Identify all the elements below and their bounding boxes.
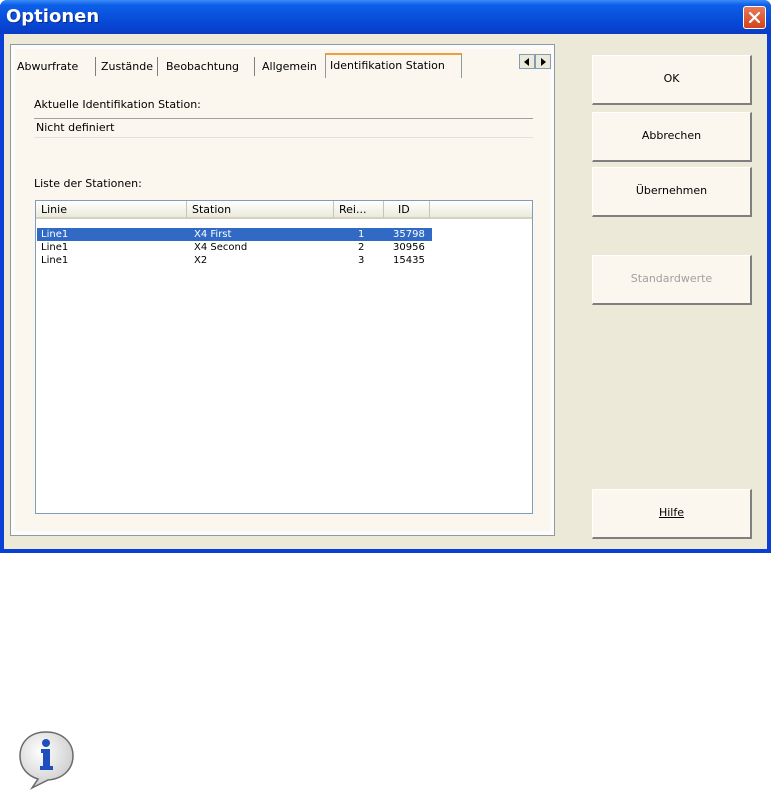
tab-identifikation-station[interactable]: Identifikation Station bbox=[325, 53, 462, 78]
tab-scroll-right-icon bbox=[539, 58, 547, 66]
window-title: Optionen bbox=[6, 6, 100, 27]
cell-id: 15435 bbox=[393, 255, 425, 266]
current-station-label: Aktuelle Identifikation Station: bbox=[34, 98, 201, 111]
tab-scroll-buttons bbox=[519, 54, 557, 70]
current-station-value: Nicht definiert bbox=[36, 121, 115, 134]
cell-id: 30956 bbox=[393, 242, 425, 253]
tab-scroll-left-icon bbox=[523, 58, 531, 66]
table-row[interactable] bbox=[37, 228, 432, 241]
close-button[interactable] bbox=[743, 6, 766, 29]
ok-button[interactable]: OK bbox=[592, 55, 752, 105]
station-list-label: Liste der Stationen: bbox=[34, 177, 142, 190]
column-header-id[interactable]: ID bbox=[384, 201, 430, 219]
column-header-reihenfolge[interactable]: Rei... bbox=[334, 201, 384, 219]
tab-beobachtung[interactable]: Beobachtung bbox=[162, 57, 255, 76]
tab-scroll-right-button[interactable] bbox=[535, 54, 551, 69]
tab-abwurfrate[interactable]: Abwurfrate bbox=[13, 57, 96, 76]
info-icon bbox=[18, 730, 76, 793]
cell-reihenfolge: 3 bbox=[358, 255, 365, 266]
cell-reihenfolge: 1 bbox=[358, 229, 365, 240]
column-header-filler bbox=[430, 201, 532, 219]
cancel-button[interactable]: Abbrechen bbox=[592, 112, 752, 162]
cell-linie: Line1 bbox=[41, 242, 69, 253]
help-button[interactable] bbox=[592, 489, 752, 539]
table-row[interactable] bbox=[37, 241, 432, 254]
current-station-field bbox=[34, 118, 533, 138]
cell-station: X4 First bbox=[194, 229, 232, 240]
table-row[interactable] bbox=[37, 254, 432, 267]
cell-station: X4 Second bbox=[194, 242, 248, 253]
help-button-label: Hilfe bbox=[658, 506, 685, 519]
cell-reihenfolge: 2 bbox=[358, 242, 365, 253]
defaults-button: Standardwerte bbox=[592, 255, 752, 305]
cell-linie: Line1 bbox=[41, 255, 69, 266]
station-list-header bbox=[36, 201, 532, 219]
tab-allgemein[interactable]: Allgemein bbox=[262, 60, 317, 73]
title-bar[interactable] bbox=[0, 0, 771, 34]
close-icon bbox=[747, 10, 762, 25]
column-header-station[interactable]: Station bbox=[187, 201, 334, 219]
apply-button[interactable]: Übernehmen bbox=[592, 167, 752, 217]
tab-zustaende[interactable]: Zustände bbox=[97, 57, 158, 76]
tab-scroll-left-button[interactable] bbox=[519, 54, 535, 69]
cell-id: 35798 bbox=[393, 229, 425, 240]
column-header-linie[interactable]: Linie bbox=[36, 201, 187, 219]
cell-station: X2 bbox=[194, 255, 208, 266]
cell-linie: Line1 bbox=[41, 229, 69, 240]
station-list[interactable] bbox=[35, 200, 533, 514]
